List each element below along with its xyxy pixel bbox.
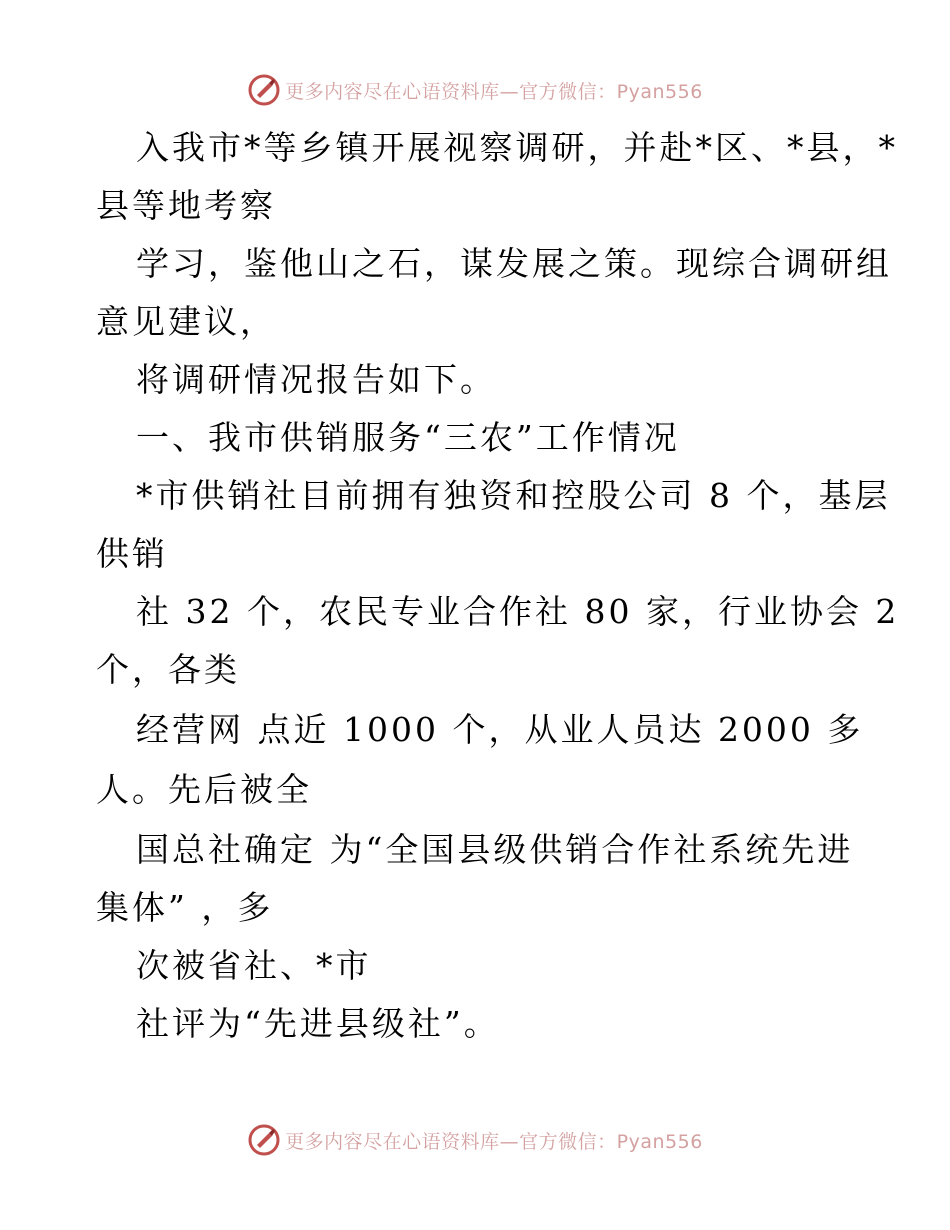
banner-text: 更多内容尽在心语资料库—官方微信：Pyan556 [285, 80, 703, 103]
text-line: 经营网 点近 1000 个，从业人员达 2000 多 [136, 710, 864, 749]
banner-text: 更多内容尽在心语资料库—官方微信：Pyan556 [285, 1130, 703, 1153]
text-line: 集体” ，多 [96, 888, 274, 927]
footer-banner [0, 1120, 950, 1160]
text-line: 国总社确定 为“全国县级供销合作社系统先进 [136, 830, 854, 869]
text-line: 意见建议， [96, 302, 276, 341]
logo-icon [247, 1123, 281, 1157]
text-line: 个，各类 [96, 650, 240, 689]
text-line: 入我市*等乡镇开展视察调研，并赴*区、*县，* [136, 128, 898, 167]
text-line: 次被省社、*市 [136, 946, 372, 985]
text-line: 将调研情况报告如下。 [136, 360, 496, 399]
text-line: 学习，鉴他山之石，谋发展之策。现综合调研组 [136, 244, 892, 283]
text-line: *市供销社目前拥有独资和控股公司 8 个，基层 [136, 476, 891, 515]
header-banner [0, 70, 950, 110]
text-line: 人。先后被全 [96, 770, 312, 809]
text-line: 县等地考察 [96, 186, 276, 225]
section-heading: 一、我市供销服务“三农”工作情况 [136, 418, 680, 457]
logo-icon [247, 73, 281, 107]
text-line: 供销 [96, 534, 168, 573]
text-line: 社评为“先进县级社”。 [136, 1004, 500, 1043]
text-line: 社 32 个，农民专业合作社 80 家，行业协会 2 [136, 592, 900, 631]
